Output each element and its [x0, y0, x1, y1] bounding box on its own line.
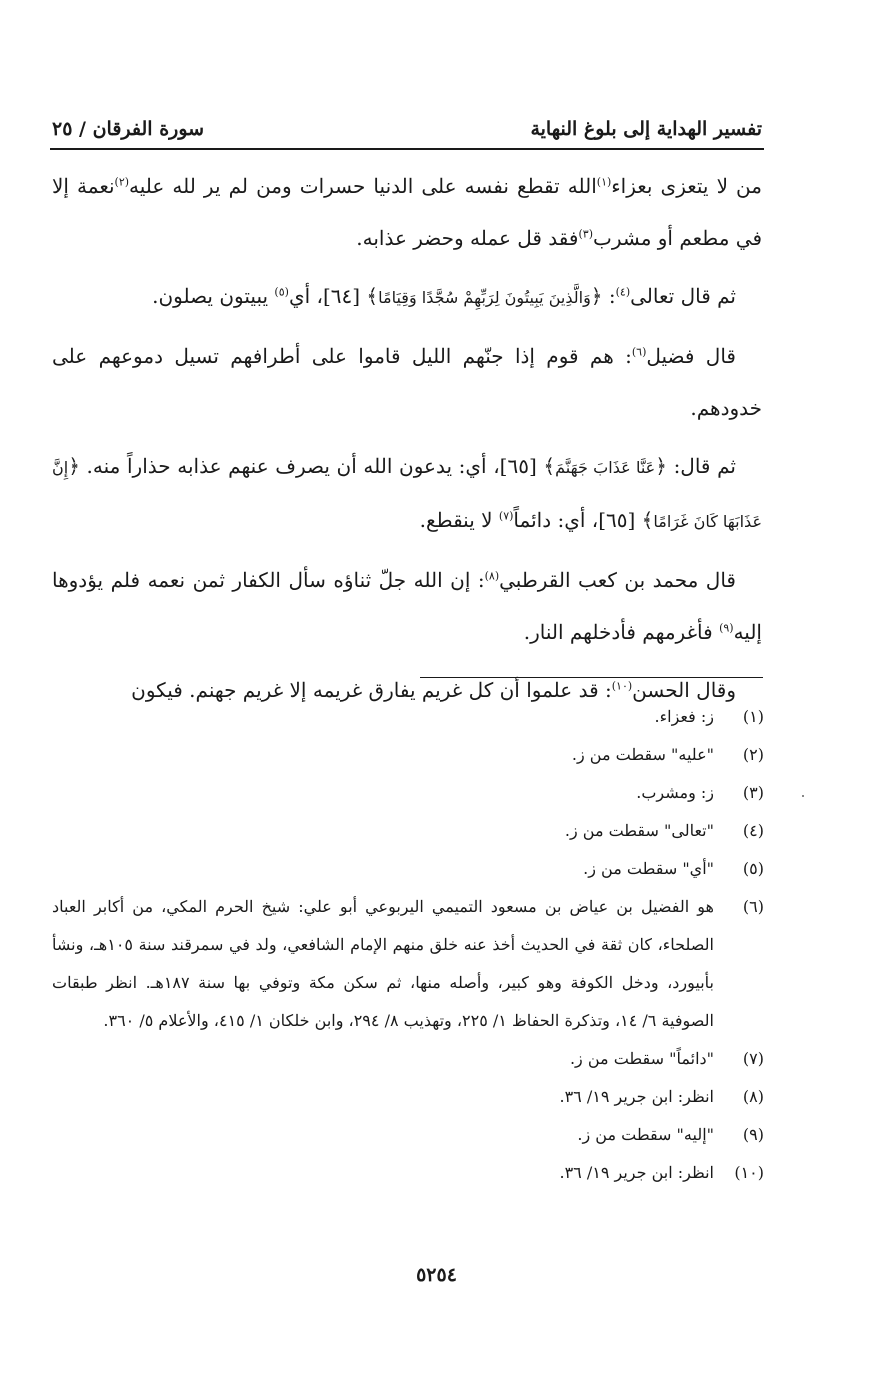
scan-speck: [802, 795, 804, 797]
footnote-item: [52, 812, 764, 850]
footnote-item: [52, 774, 764, 812]
header-rule: [50, 148, 764, 150]
running-header: [52, 100, 762, 140]
footnote-item: [52, 698, 764, 736]
footnote-marker: (٣): [578, 227, 593, 241]
footnote-text: "دائماً" سقطت من ز.: [569, 1049, 714, 1068]
footnote-number: (٩): [742, 1125, 764, 1144]
footnote-number: (١٠): [734, 1163, 764, 1182]
quran-verse: وَالَّذِينَ يَبِيتُونَ لِرَبِّهِمْ سُجَّدًا وَقِيَامًا: [378, 288, 591, 307]
footnote-marker: (٩): [719, 621, 734, 635]
footnote-text: "إليه" سقطت من ز.: [577, 1125, 714, 1144]
footnote-item: [52, 736, 764, 774]
footnotes: [52, 698, 764, 1192]
footnote-item: [52, 1116, 764, 1154]
footnote-text: انظر: ابن جرير ١٩/ ٣٦.: [559, 1087, 714, 1106]
footnote-marker: (١): [596, 175, 612, 189]
footnote-item: [52, 850, 764, 888]
footnote-number: (٣): [742, 783, 764, 802]
footnote-item: [52, 1040, 764, 1078]
footnote-rule: [420, 677, 763, 678]
footnote-text: ز: فعزاء.: [654, 707, 714, 726]
footnote-marker: (٨): [484, 569, 500, 583]
surah-label: سورة الفرقان / ٢٥: [52, 118, 205, 140]
footnote-number: (٧): [742, 1049, 764, 1068]
main-text: [52, 160, 762, 716]
footnote-marker: (٦): [631, 345, 647, 359]
quran-verse: إِنَّ عَذَابَهَا كَانَ غَرَامًا: [52, 458, 762, 531]
footnote-text: ز: ومشرب.: [636, 783, 714, 802]
footnote-item: [52, 1154, 764, 1192]
footnote-text: "أي" سقطت من ز.: [583, 859, 714, 878]
paragraph-1: من لا يتعزى بعزاء$^{(١)}$الله تقطع نفسه على الدنيا حسرات ومن لم ير لله عليه$^{(٢)}$نعمة إلا في مطعم أو مشرب$^{(٣)}$فقد قل عمله وحضر عذابه.: [52, 174, 762, 250]
footnote-item: [52, 888, 764, 1040]
footnote-number: (٤): [742, 821, 764, 840]
footnote-text: "عليه" سقطت من ز.: [571, 745, 714, 764]
footnote-number: (٢): [742, 745, 764, 764]
paragraph-5: قال محمد بن كعب القرطبي$^{(٨)}$: إن الله جلّ ثناؤه سأل الكفار ثمن نعمه فلم يؤدوها إليه$^{(٩)}$ فأغرمهم فأدخلهم النار.: [52, 568, 762, 644]
footnote-marker: (٤): [615, 285, 631, 299]
footnote-number: (١): [742, 707, 764, 726]
footnote-marker: (٥): [274, 285, 289, 299]
footnote-marker: (٧): [498, 509, 514, 523]
footnote-number: (٨): [742, 1087, 764, 1106]
footnote-marker: (١٠): [611, 679, 633, 693]
footnote-number: (٦): [742, 897, 764, 916]
paragraph-3: قال فضيل$^{(٦)}$: هم قوم إذا جنّهم الليل قاموا على أطرافهم تسيل دموعهم على خدودهم.: [52, 344, 762, 420]
footnote-text: انظر: ابن جرير ١٩/ ٣٦.: [559, 1163, 714, 1182]
page-number: ٥٢٥٤: [416, 1264, 457, 1286]
paragraph-6: وقال الحسن$^{(١٠)}$: قد علموا أن كل غريم يفارق غريمه إلا غريم جهنم. فيكون: [131, 678, 736, 702]
footnote-text: "تعالى" سقطت من ز.: [564, 821, 714, 840]
book-title: تفسير الهداية إلى بلوغ النهاية: [530, 118, 762, 140]
footnote-text: هو الفضيل بن عياض بن مسعود التميمي اليربوعي أبو علي: شيخ الحرم المكي، من أكابر العباد الصلحاء، كان ثقة في الحديث أخذ عنه خلق منهم الإمام الشافعي، ولد في سمرقند سنة ١٠٥هـ، ونشأ بأبيورد، ودخل الكوفة وهو كبير، وأصله منها، ثم سكن مكة وتوفي بها سنة ١٨٧هـ. انظر طبقات الصوفية ٦/ ١٤، وتذكرة الحفاظ ١/ ٢٢٥، وتهذيب ٨/ ٢٩٤، وابن خلكان ١/ ٤١٥، والأعلام ٥/ ٣٦٠.: [52, 897, 715, 1030]
paragraph-2: ثم قال تعالى$^{(٤)}$: ﴿وَالَّذِينَ يَبِيتُونَ لِرَبِّهِمْ سُجَّدًا وَقِيَامًا﴾ [٦٤]، أي$^{(٥)}$ يبيتون يصلون.: [152, 284, 736, 308]
quran-verse: عَنَّا عَذَابَ جَهَنَّمَ: [555, 458, 656, 477]
footnote-marker: (٢): [114, 175, 130, 189]
paragraph-4: ثم قال: ﴿عَنَّا عَذَابَ جَهَنَّمَ﴾ [٦٥]، أي: يدعون الله أن يصرف عنهم عذابه حذاراً منه. ﴿إِنَّ عَذَابَهَا كَانَ غَرَامًا﴾ [٦٥]، أي: دائماً$^{(٧)}$ لا ينقطع.: [52, 454, 762, 532]
footnote-item: [52, 1078, 764, 1116]
footnote-number: (٥): [742, 859, 764, 878]
